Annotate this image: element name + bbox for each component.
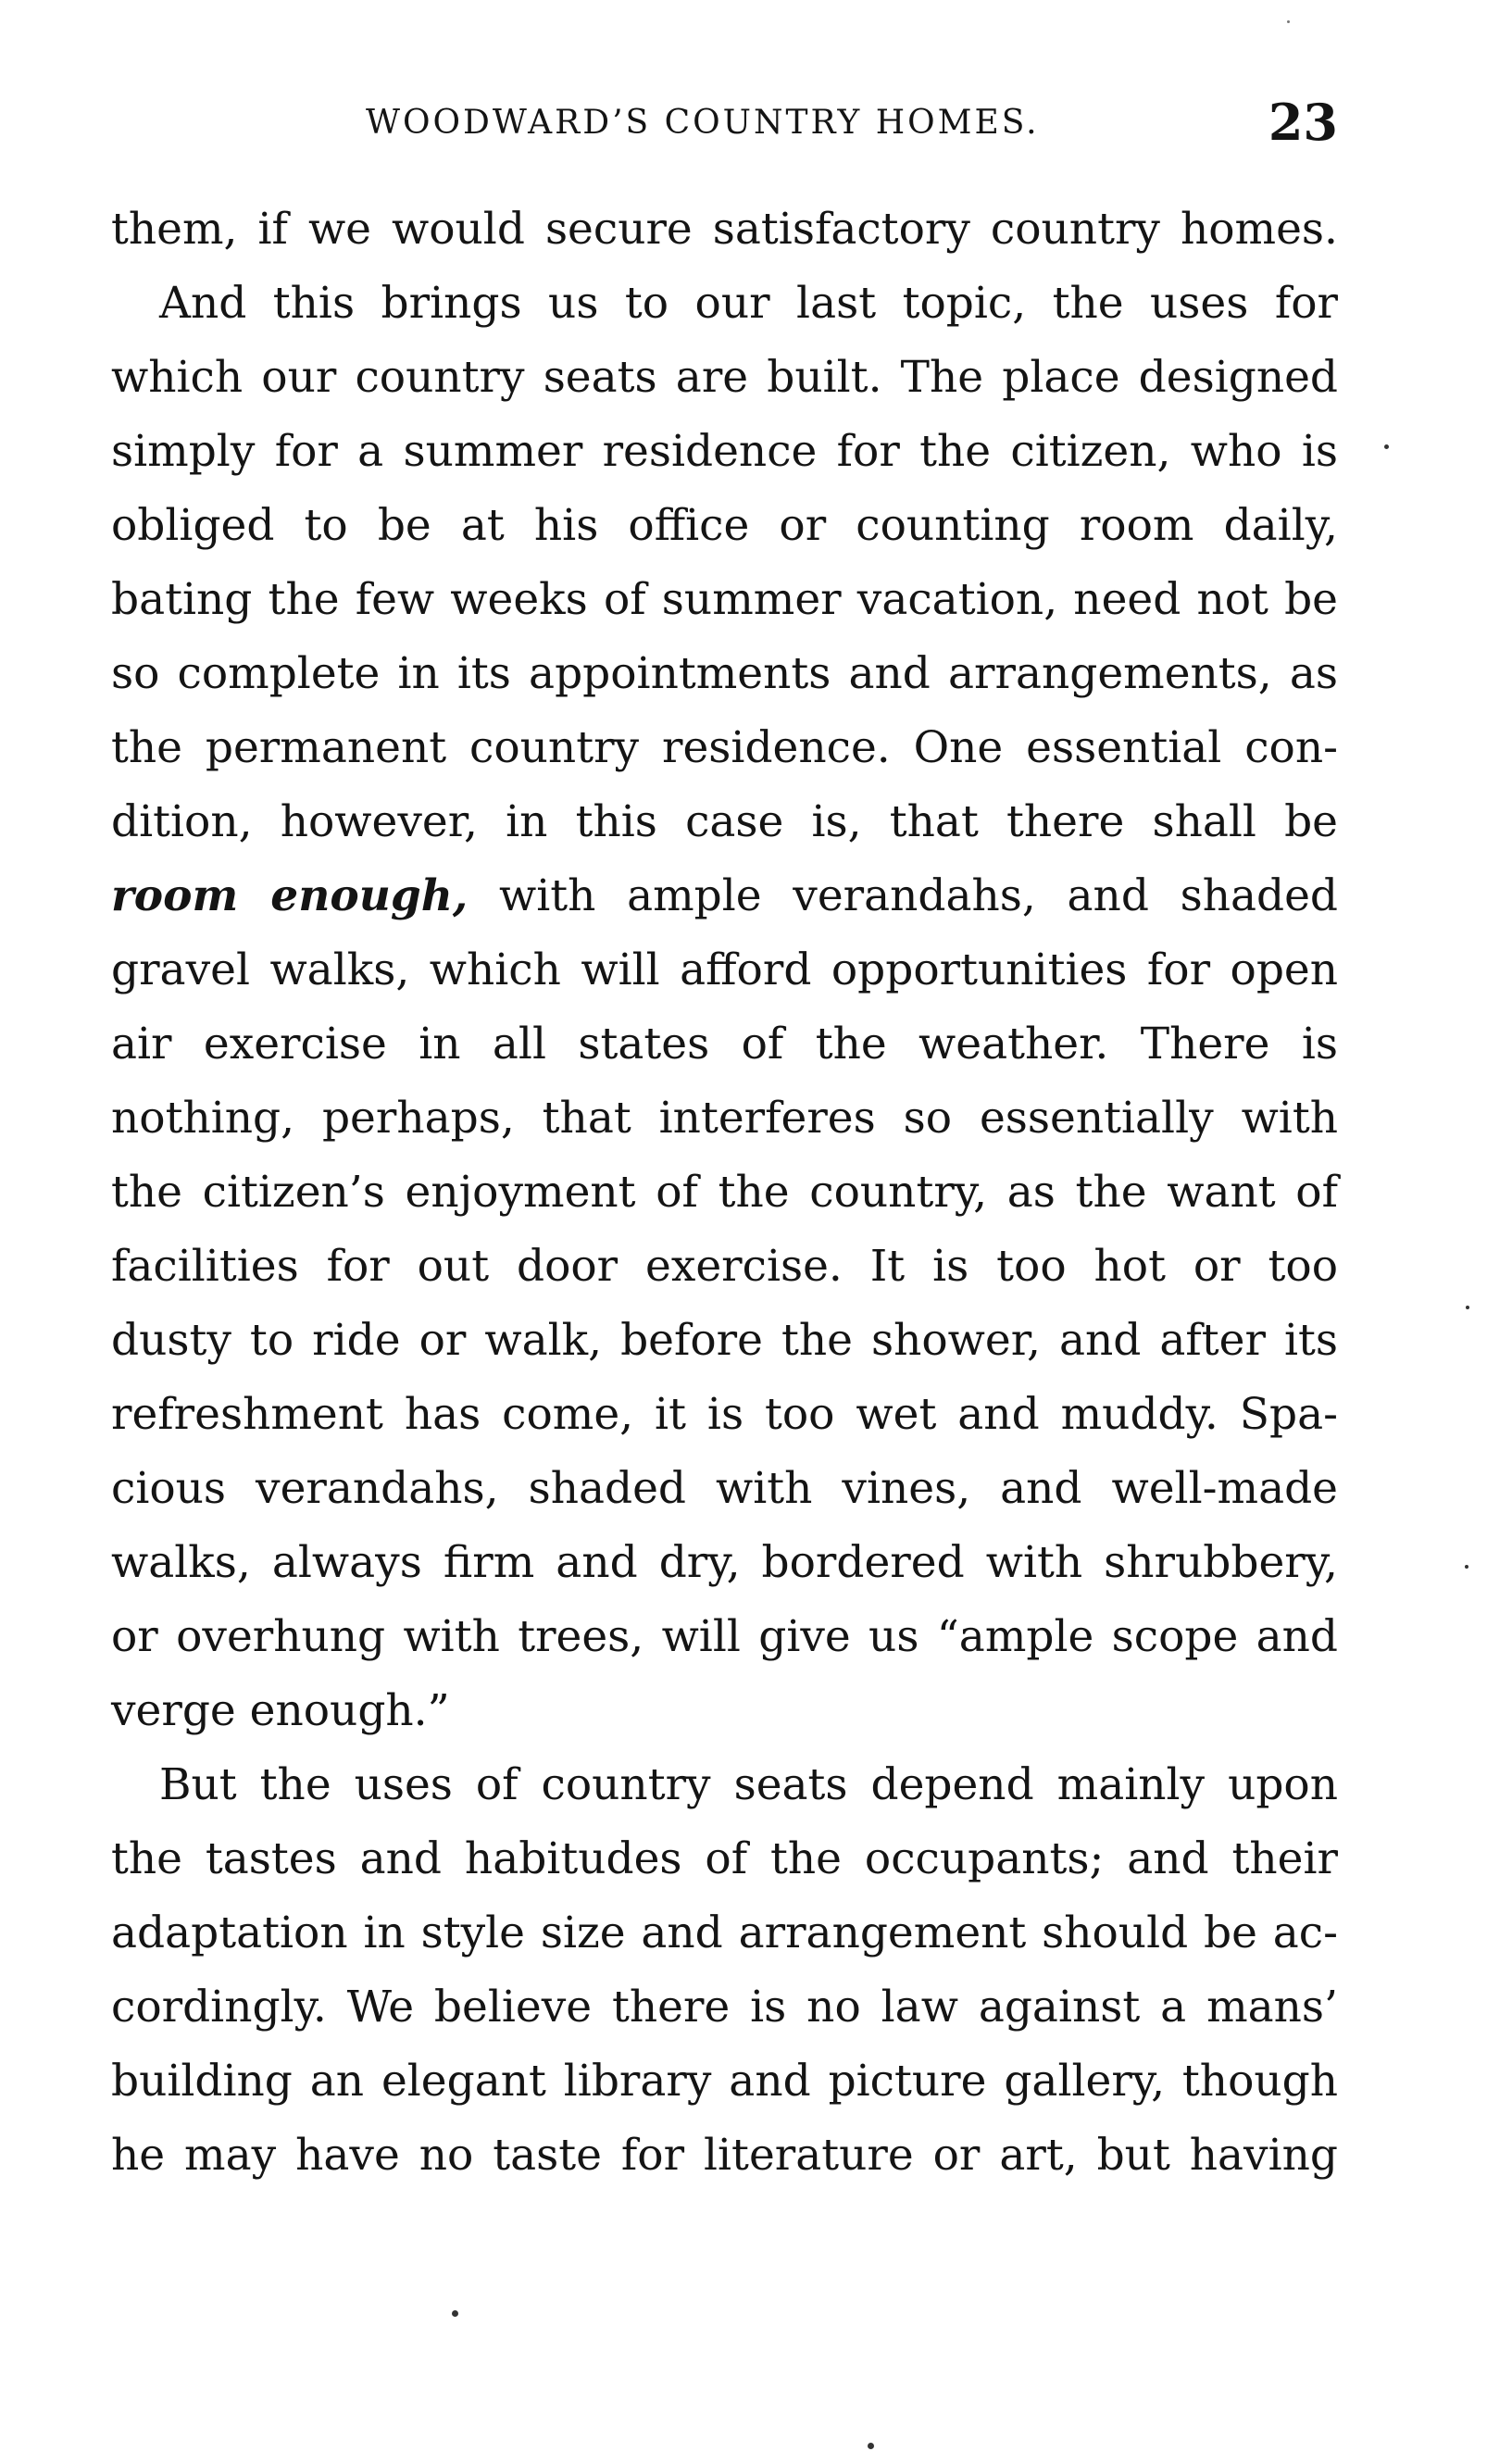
print-speck — [452, 2310, 458, 2317]
print-speck — [1465, 1565, 1468, 1569]
text-line-15: facilities for out door exercise. It is too hot or too — [111, 1241, 1338, 1292]
text-line-8: the permanent country residence. One essential con- — [111, 722, 1338, 773]
running-title: WOODWARD’S COUNTRY HOMES. — [366, 104, 1040, 142]
body-text — [111, 193, 1338, 2193]
text-line-17: refreshment has come, it is too wet and muddy. Spa- — [111, 1389, 1338, 1440]
text-line-25: cordingly. We believe there is no law against a mans’ — [111, 1982, 1338, 2032]
text-line-18: cious verandahs, shaded with vines, and well-made — [111, 1463, 1338, 1514]
text-line-7: so complete in its appointments and arrangements, as — [111, 648, 1338, 699]
running-head — [111, 93, 1338, 157]
text-line-16: dusty to ride or walk, before the shower, and after its — [111, 1315, 1338, 1366]
text-line-5: obliged to be at his office or counting room daily, — [111, 500, 1338, 551]
text-line-6: bating the few weeks of summer vacation, need not be — [111, 574, 1338, 625]
print-speck — [1466, 1306, 1469, 1309]
text-line-12: air exercise in all states of the weather. There is — [111, 1019, 1338, 1069]
text-line-13: nothing, perhaps, that interferes so essentially with — [111, 1093, 1338, 1144]
text-line-10-rest: with ample verandahs, and shaded — [498, 870, 1338, 921]
print-speck — [1384, 444, 1389, 449]
text-line-22: But the uses of country seats depend mainly upon — [159, 1759, 1338, 1810]
emphasis-room-enough: room enough, — [111, 870, 469, 921]
text-line-23: the tastes and habitudes of the occupants; and their — [111, 1833, 1338, 1884]
text-line-2: And this brings us to our last topic, the uses for — [159, 278, 1338, 329]
text-line-27: he may have no taste for literature or art, but having — [111, 2130, 1338, 2181]
text-line-20: or overhung with trees, will give us “ample scope and — [111, 1611, 1338, 1662]
text-line-24: adaptation in style size and arrangement should be ac- — [111, 1907, 1338, 1958]
text-line-21: verge enough.” — [111, 1685, 450, 1736]
text-line-4: simply for a summer residence for the citizen, who is — [111, 426, 1338, 477]
text-line-1: them, if we would secure satisfactory country homes. — [111, 204, 1338, 255]
page-number: 23 — [1268, 93, 1338, 152]
text-line-9: dition, however, in this case is, that there shall be — [111, 796, 1338, 847]
print-speck — [1287, 20, 1290, 23]
text-line-26: building an elegant library and picture gallery, though — [111, 2056, 1338, 2107]
text-line-19: walks, always firm and dry, bordered with shrubbery, — [111, 1537, 1338, 1588]
text-line-14: the citizen’s enjoyment of the country, as the want of — [111, 1167, 1338, 1218]
text-line-10 — [111, 859, 1338, 933]
text-line-3: which our country seats are built. The place designed — [111, 352, 1338, 403]
text-line-11: gravel walks, which will afford opportunities for open — [111, 944, 1338, 995]
print-speck — [868, 2443, 874, 2449]
